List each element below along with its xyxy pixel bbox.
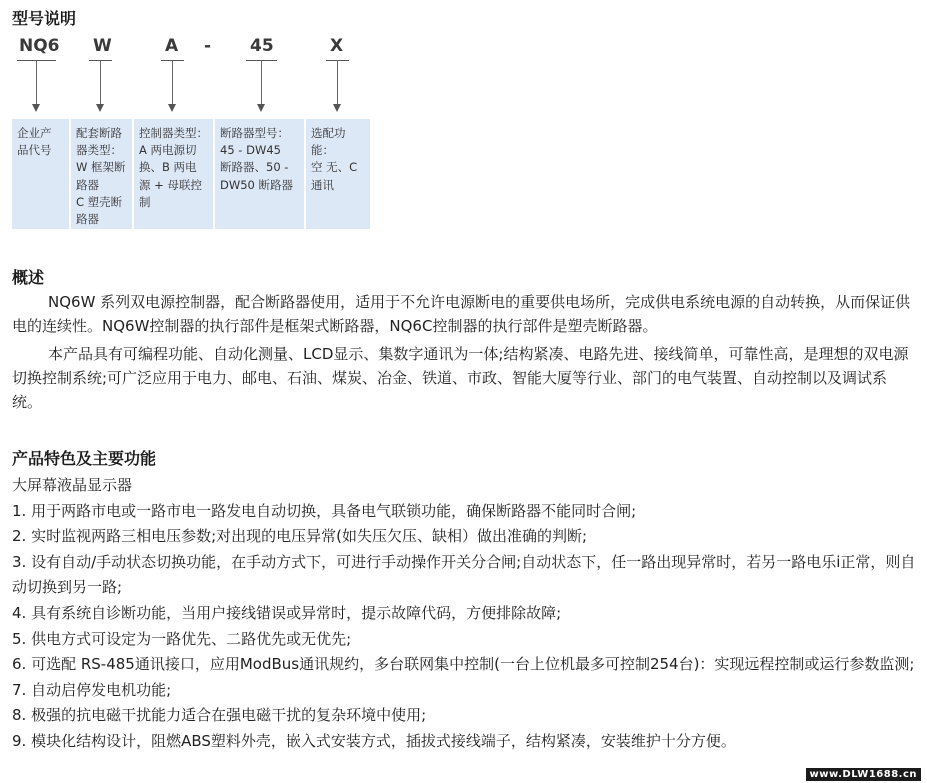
model-box-optional-function: 选配功能： 空 无、C 通讯 <box>306 119 370 229</box>
arrow-line-2 <box>100 60 101 106</box>
list-item: 6. 可选配 RS-485通讯接口，应用ModBus通讯规约，多台联网集中控制(一台上位机最多可控制254台)：实现远程控制或运行参数监测; <box>12 655 915 674</box>
model-box-breaker-type: 配套断路 器类型： W 框架断 路器 C 塑壳断 路器 <box>71 119 132 229</box>
overview-paragraph-1: NQ6W 系列双电源控制器，配合断路器使用，适用于不允许电源断电的重要供电场所，完成供电系统电源的自动转换，从而保证供电的连续性。NQ6W控制器的执行部件是框架式断路器，NQ6C控制器的执行部件是塑壳断路器。 <box>12 293 911 336</box>
model-box-breaker-model: 断路器型号： 45 - DW45 断路器、50 - DW50 断路器 <box>215 119 304 229</box>
code-dash: - <box>204 36 212 56</box>
arrow-head-icon <box>96 104 104 112</box>
section-title-overview: 概述 <box>12 268 45 287</box>
arrow-head-icon <box>168 104 176 112</box>
arrow-line-4 <box>261 60 262 106</box>
model-box-company-code: 企业产 品代号 <box>12 119 69 229</box>
list-item: 2. 实时监视两路三相电压参数;对出现的电压异常(如失压欠压、缺相）做出准确的判断; <box>12 527 588 546</box>
list-item: 9. 模块化结构设计，阻燃ABS塑料外壳，嵌入式安装方式，插拔式接线端子，结构紧凑，安装维护十分方便。 <box>12 731 736 750</box>
arrow-head-icon <box>32 104 40 112</box>
arrow-head-icon <box>333 104 341 112</box>
feature-list <box>12 473 922 755</box>
model-box-controller-type: 控制器类型： A 两电源切 换、B 两电 源 + 母联控 制 <box>134 119 213 229</box>
section-title-features: 产品特色及主要功能 <box>12 449 157 468</box>
feature-lead: 大屏幕液晶显示器 <box>12 476 133 494</box>
arrow-line-3 <box>172 60 173 106</box>
list-item: 3. 设有自动/手动状态切换功能，在手动方式下，可进行手动操作开关分合闸;自动状态下，任一路出现异常时，若另一路电乐i正常，则自动切换到另一路; <box>12 552 916 597</box>
code-nq6: NQ6 <box>19 36 60 56</box>
list-item: 1. 用于两路市电或一路市电一路发电自动切换，具备电气联锁功能，确保断路器不能同时合闸; <box>12 501 637 520</box>
list-item: 4. 具有系统自诊断功能，当用户接线错误或异常时，提示故障代码，方便排除故障; <box>12 603 562 622</box>
watermark: www.DLW1688.cn <box>806 768 921 781</box>
list-item: 7. 自动启停发电机功能; <box>12 680 172 699</box>
overview-paragraph-2: 本产品具有可编程功能、自动化测量、LCD显示、集数字通讯为一体;结构紧凑、电路先进、接线简单，可靠性高，是理想的双电源切换控制系统;可广泛应用于电力、邮电、石油、煤炭、冶金、铁道、市政、智能大厦等行业、部门的电气装置、自动控制以及调试系统。 <box>12 345 909 412</box>
list-item: 8. 极强的抗电磁干扰能力适合在强电磁干扰的复杂环境中使用; <box>12 706 427 725</box>
list-item: 5. 供电方式可设定为一路优先、二路优先或无优先; <box>12 629 352 648</box>
arrow-line-1 <box>36 60 37 106</box>
arrow-line-5 <box>337 60 338 106</box>
code-45: 45 <box>250 36 274 56</box>
section-title-model: 型号说明 <box>12 9 77 28</box>
code-w: W <box>93 36 112 56</box>
code-a: A <box>165 36 179 56</box>
code-x: X <box>330 36 344 56</box>
arrow-head-icon <box>257 104 265 112</box>
